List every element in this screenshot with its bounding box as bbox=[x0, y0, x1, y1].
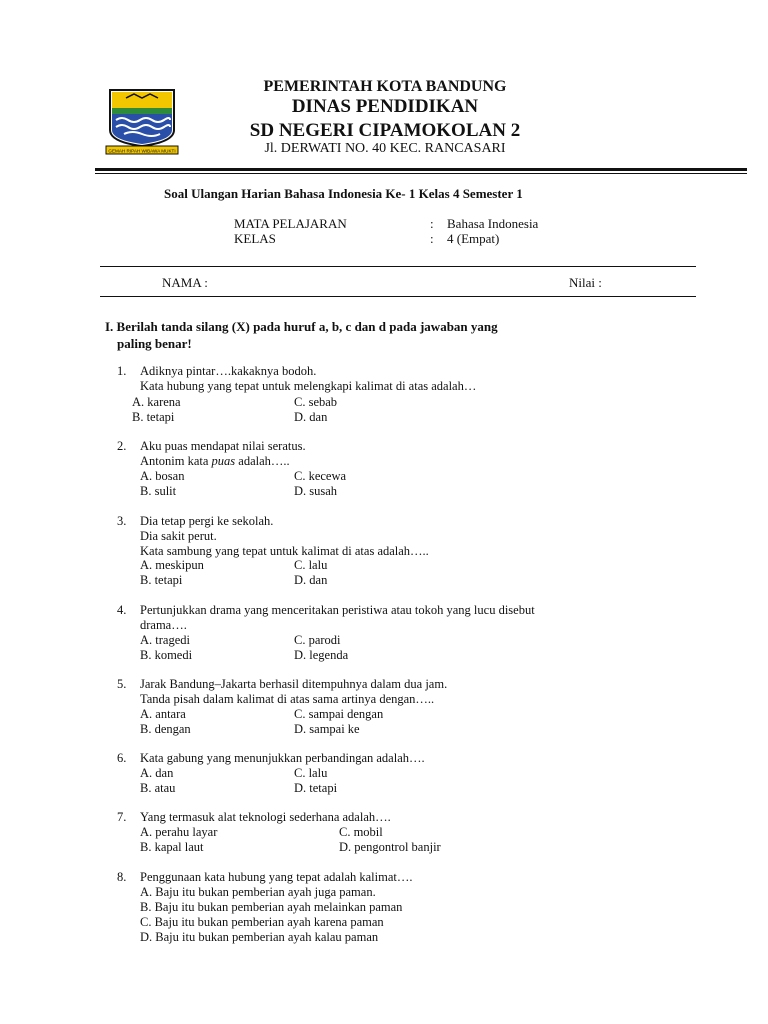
question-7-option-a: A. perahu layar bbox=[140, 825, 218, 839]
bandung-city-emblem-icon bbox=[104, 86, 180, 156]
exam-title: Soal Ulangan Harian Bahasa Indonesia Ke- 1 Kelas 4 Semester 1 bbox=[164, 186, 523, 201]
question-3-option-d: D. dan bbox=[294, 573, 328, 587]
question-5-line-2: Tanda pisah dalam kalimat di atas sama artinya dengan….. bbox=[140, 692, 435, 706]
question-2-option-b: B. sulit bbox=[140, 484, 177, 498]
question-2-line-2-pre: Antonim kata bbox=[140, 454, 212, 468]
student-score-label: Nilai : bbox=[569, 275, 602, 290]
question-1-line-2: Kata hubung yang tepat untuk melengkapi kalimat di atas adalah… bbox=[140, 379, 477, 393]
question-2-option-d: D. susah bbox=[294, 484, 338, 498]
question-1-line-1: Adiknya pintar….kakaknya bodoh. bbox=[140, 364, 317, 378]
meta-class-value: 4 (Empat) bbox=[447, 231, 500, 246]
question-7-option-d: D. pengontrol banjir bbox=[339, 840, 441, 854]
question-3-line-3: Kata sambung yang tepat untuk kalimat di atas adalah….. bbox=[140, 544, 429, 558]
question-2-option-a: A. bosan bbox=[140, 469, 185, 483]
question-3-line-1: Dia tetap pergi ke sekolah. bbox=[140, 514, 274, 528]
question-4-line-2: drama…. bbox=[140, 618, 187, 632]
question-3-option-b: B. tetapi bbox=[140, 573, 183, 587]
question-4-number: 4. bbox=[117, 603, 127, 617]
question-2-line-1: Aku puas mendapat nilai seratus. bbox=[140, 439, 306, 453]
meta-subject-value: Bahasa Indonesia bbox=[447, 216, 539, 231]
question-8-line-1: Penggunaan kata hubung yang tepat adalah kalimat…. bbox=[140, 870, 413, 884]
question-2-number: 2. bbox=[117, 439, 127, 453]
question-2-line-2-post: adalah….. bbox=[235, 454, 290, 468]
student-name-label: NAMA : bbox=[162, 275, 208, 290]
question-3-option-c: C. lalu bbox=[294, 558, 328, 572]
question-6-number: 6. bbox=[117, 751, 127, 765]
question-5-option-c: C. sampai dengan bbox=[294, 707, 384, 721]
question-8-option-b: B. Baju itu bukan pemberian ayah melainkan paman bbox=[140, 900, 403, 914]
question-7-number: 7. bbox=[117, 810, 127, 824]
meta-class-colon: : bbox=[430, 231, 434, 246]
question-2-option-c: C. kecewa bbox=[294, 469, 347, 483]
meta-class-label: KELAS bbox=[234, 231, 276, 246]
question-8-option-c: C. Baju itu bukan pemberian ayah karena paman bbox=[140, 915, 384, 929]
student-box-top-rule bbox=[100, 266, 696, 267]
question-6-option-c: C. lalu bbox=[294, 766, 328, 780]
question-6-line-1: Kata gabung yang menunjukkan perbandingan adalah…. bbox=[140, 751, 425, 765]
logo-ribbon-text: GEMAH RIPAH WIBAWA MUKTI bbox=[108, 148, 176, 154]
question-6-option-a: A. dan bbox=[140, 766, 174, 780]
question-7-line-1: Yang termasuk alat teknologi sederhana adalah…. bbox=[140, 810, 391, 824]
header-department: DINAS PENDIDIKAN bbox=[291, 96, 479, 117]
header-divider-thick bbox=[95, 168, 747, 171]
question-1-number: 1. bbox=[117, 364, 127, 378]
question-3-line-2: Dia sakit perut. bbox=[140, 529, 217, 543]
question-1-option-b: B. tetapi bbox=[132, 410, 175, 424]
question-6-option-d: D. tetapi bbox=[294, 781, 338, 795]
question-4-line-1: Pertunjukkan drama yang menceritakan peristiwa atau tokoh yang lucu disebut bbox=[140, 603, 535, 617]
meta-subject-label: MATA PELAJARAN bbox=[234, 216, 347, 231]
question-3-option-a: A. meskipun bbox=[140, 558, 204, 572]
question-2-emphasis: puas bbox=[211, 454, 236, 468]
instruction-line-2: paling benar! bbox=[117, 336, 192, 351]
meta-subject-colon: : bbox=[430, 216, 434, 231]
question-5-number: 5. bbox=[117, 677, 127, 691]
question-5-line-1: Jarak Bandung–Jakarta berhasil ditempuhnya dalam dua jam. bbox=[140, 677, 448, 691]
student-box-bottom-rule bbox=[100, 296, 696, 297]
question-4-option-b: B. komedi bbox=[140, 648, 193, 662]
header-address: Jl. DERWATI NO. 40 KEC. RANCASARI bbox=[264, 141, 506, 156]
question-4-option-d: D. legenda bbox=[294, 648, 349, 662]
question-3-number: 3. bbox=[117, 514, 127, 528]
question-4-option-a: A. tragedi bbox=[140, 633, 190, 647]
question-5-option-b: B. dengan bbox=[140, 722, 191, 736]
header-school-name: SD NEGERI CIPAMOKOLAN 2 bbox=[249, 120, 521, 141]
header-divider-thin bbox=[95, 173, 747, 174]
question-7-option-c: C. mobil bbox=[339, 825, 383, 839]
instruction-line-1: I. Berilah tanda silang (X) pada huruf a, b, c dan d pada jawaban yang bbox=[105, 319, 498, 334]
question-8-option-a: A. Baju itu bukan pemberian ayah juga paman. bbox=[140, 885, 376, 899]
question-1-option-c: C. sebab bbox=[294, 395, 338, 409]
question-6-option-b: B. atau bbox=[140, 781, 176, 795]
question-8-option-d: D. Baju itu bukan pemberian ayah kalau paman bbox=[140, 930, 379, 944]
question-2-line-2 bbox=[140, 454, 290, 469]
question-4-option-c: C. parodi bbox=[294, 633, 341, 647]
question-5-option-a: A. antara bbox=[140, 707, 186, 721]
question-1-option-d: D. dan bbox=[294, 410, 328, 424]
header-government: PEMERINTAH KOTA BANDUNG bbox=[263, 78, 507, 95]
question-7-option-b: B. kapal laut bbox=[140, 840, 204, 854]
question-5-option-d: D. sampai ke bbox=[294, 722, 360, 736]
question-1-option-a: A. karena bbox=[132, 395, 181, 409]
question-8-number: 8. bbox=[117, 870, 127, 884]
